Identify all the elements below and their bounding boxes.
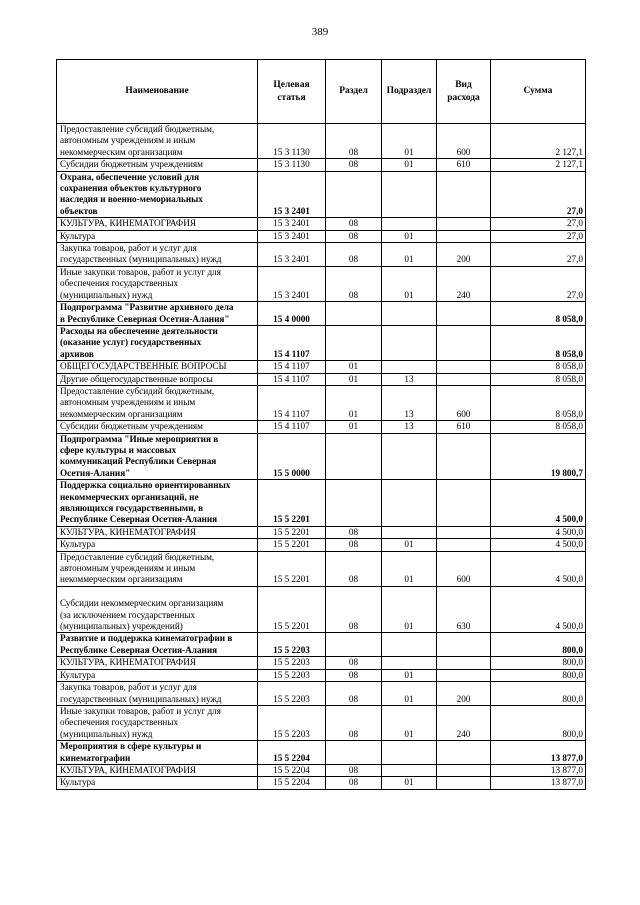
row-name: Закупка товаров, работ и услуг для государственных (муниципальных) нужд (57, 682, 258, 706)
row-section: 08 (326, 124, 382, 159)
row-sum: 800,0 (491, 633, 586, 657)
row-subsection: 01 (382, 669, 437, 681)
row-section (326, 325, 382, 360)
table-row (57, 433, 586, 480)
row-expense-type (437, 171, 491, 218)
row-expense-type: 200 (437, 682, 491, 706)
row-subsection (382, 433, 437, 480)
row-section: 01 (326, 373, 382, 385)
row-expense-type (437, 230, 491, 242)
row-article: 15 5 2204 (258, 764, 326, 776)
row-article: 15 5 2201 (258, 586, 326, 633)
row-subsection: 01 (382, 551, 437, 586)
row-sum: 13 877,0 (491, 764, 586, 776)
row-subsection (382, 171, 437, 218)
row-subsection: 01 (382, 586, 437, 633)
row-sum: 8 058,0 (491, 373, 586, 385)
row-expense-type: 600 (437, 385, 491, 420)
table-row (57, 385, 586, 420)
row-expense-type: 610 (437, 421, 491, 433)
table-row (57, 230, 586, 242)
row-sum: 27,0 (491, 230, 586, 242)
row-sum: 8 058,0 (491, 302, 586, 326)
row-name: КУЛЬТУРА, КИНЕМАТОГРАФИЯ (57, 526, 258, 538)
row-subsection: 01 (382, 230, 437, 242)
row-sum: 13 877,0 (491, 741, 586, 765)
table-row (57, 657, 586, 669)
row-name: КУЛЬТУРА, КИНЕМАТОГРАФИЯ (57, 218, 258, 230)
row-expense-type (437, 539, 491, 551)
row-subsection: 01 (382, 777, 437, 789)
header-name: Наименование (57, 60, 258, 124)
row-article: 15 5 0000 (258, 433, 326, 480)
row-article: 15 4 1107 (258, 421, 326, 433)
table-row (57, 361, 586, 373)
row-article: 15 3 2401 (258, 171, 326, 218)
row-name: Подпрограмма "Развитие архивного дела в Республике Северная Осетия-Алания" (57, 302, 258, 326)
row-article: 15 3 1130 (258, 159, 326, 171)
row-expense-type: 200 (437, 243, 491, 267)
row-section: 08 (326, 705, 382, 740)
table-row (57, 682, 586, 706)
row-subsection (382, 764, 437, 776)
row-article: 15 5 2203 (258, 657, 326, 669)
row-section (326, 633, 382, 657)
row-section: 08 (326, 586, 382, 633)
row-subsection: 01 (382, 682, 437, 706)
row-name: Субсидии бюджетным учреждениям (57, 159, 258, 171)
row-section: 08 (326, 159, 382, 171)
row-sum: 19 800,7 (491, 433, 586, 480)
row-expense-type (437, 325, 491, 360)
row-sum: 2 127,1 (491, 159, 586, 171)
row-name: Иные закупки товаров, работ и услуг для обеспечения государственных (муниципальных) нужд (57, 705, 258, 740)
row-expense-type (437, 657, 491, 669)
row-sum: 800,0 (491, 669, 586, 681)
row-expense-type (437, 526, 491, 538)
row-expense-type: 240 (437, 266, 491, 301)
row-expense-type (437, 433, 491, 480)
row-name: Подпрограмма "Иные мероприятия в сфере культуры и массовых коммуникаций Республики Северная Осетия-Алания" (57, 433, 258, 480)
row-subsection: 01 (382, 243, 437, 267)
row-expense-type (437, 373, 491, 385)
row-article: 15 4 1107 (258, 361, 326, 373)
row-name: Развитие и поддержка кинематографии в Республике Северная Осетия-Алания (57, 633, 258, 657)
row-section: 08 (326, 777, 382, 789)
row-section (326, 480, 382, 527)
row-subsection (382, 633, 437, 657)
row-expense-type (437, 361, 491, 373)
row-expense-type (437, 302, 491, 326)
row-article: 15 3 2401 (258, 218, 326, 230)
row-expense-type: 630 (437, 586, 491, 633)
row-name: Культура (57, 230, 258, 242)
row-subsection: 01 (382, 124, 437, 159)
row-article: 15 5 2203 (258, 705, 326, 740)
row-expense-type (437, 480, 491, 527)
row-section: 01 (326, 385, 382, 420)
row-section (326, 433, 382, 480)
row-article: 15 4 1107 (258, 373, 326, 385)
row-article: 15 3 2401 (258, 230, 326, 242)
row-article: 15 5 2201 (258, 526, 326, 538)
row-sum: 800,0 (491, 705, 586, 740)
table-row (57, 325, 586, 360)
row-name: Субсидии некоммерческим организациям (за исключением государственных (муниципальных) учреждений) (57, 586, 258, 633)
row-sum: 800,0 (491, 657, 586, 669)
table-row (57, 302, 586, 326)
row-article: 15 5 2204 (258, 777, 326, 789)
budget-table (56, 59, 586, 790)
row-section: 08 (326, 218, 382, 230)
header-sum: Сумма (491, 60, 586, 124)
row-section: 01 (326, 361, 382, 373)
table-row (57, 243, 586, 267)
row-section (326, 741, 382, 765)
row-section: 01 (326, 421, 382, 433)
row-article: 15 5 2201 (258, 551, 326, 586)
row-subsection: 01 (382, 266, 437, 301)
table-row (57, 266, 586, 301)
row-name: Предоставление субсидий бюджетным, автономным учреждениям и иным некоммерческим организациям (57, 385, 258, 420)
row-expense-type (437, 741, 491, 765)
row-expense-type: 600 (437, 124, 491, 159)
table-row (57, 764, 586, 776)
row-article: 15 4 1107 (258, 385, 326, 420)
row-name: ОБЩЕГОСУДАРСТВЕННЫЕ ВОПРОСЫ (57, 361, 258, 373)
row-subsection: 01 (382, 159, 437, 171)
row-article: 15 5 2203 (258, 669, 326, 681)
row-sum: 27,0 (491, 218, 586, 230)
row-name: Расходы на обеспечение деятельности (оказание услуг) государственных архивов (57, 325, 258, 360)
table-row (57, 171, 586, 218)
row-subsection (382, 218, 437, 230)
row-section: 08 (326, 243, 382, 267)
row-sum: 27,0 (491, 266, 586, 301)
row-sum: 8 058,0 (491, 325, 586, 360)
row-article: 15 5 2204 (258, 741, 326, 765)
row-name: Закупка товаров, работ и услуг для государственных (муниципальных) нужд (57, 243, 258, 267)
header-subsection: Подраздел (382, 60, 437, 124)
row-section: 08 (326, 539, 382, 551)
table-row (57, 373, 586, 385)
row-subsection: 13 (382, 385, 437, 420)
row-name: Иные закупки товаров, работ и услуг для обеспечения государственных (муниципальных) нужд (57, 266, 258, 301)
row-name: Поддержка социально ориентированных некоммерческих организаций, не являющихся государственными, в Республике Северная Осетия-Алания (57, 480, 258, 527)
table-row (57, 526, 586, 538)
table-row (57, 551, 586, 586)
row-section: 08 (326, 764, 382, 776)
row-name: Предоставление субсидий бюджетным, автономным учреждениям и иным некоммерческим организациям (57, 551, 258, 586)
table-body (57, 124, 586, 790)
row-sum: 4 500,0 (491, 551, 586, 586)
row-subsection (382, 657, 437, 669)
row-subsection (382, 480, 437, 527)
row-expense-type (437, 764, 491, 776)
table-row (57, 159, 586, 171)
row-subsection (382, 361, 437, 373)
row-expense-type: 610 (437, 159, 491, 171)
row-name: Предоставление субсидий бюджетным, автономным учреждениям и иным некоммерческим организациям (57, 124, 258, 159)
table-row (57, 777, 586, 789)
row-expense-type: 240 (437, 705, 491, 740)
row-section: 08 (326, 551, 382, 586)
row-subsection: 13 (382, 421, 437, 433)
row-expense-type (437, 669, 491, 681)
row-sum: 4 500,0 (491, 539, 586, 551)
row-sum: 2 127,1 (491, 124, 586, 159)
row-article: 15 3 2401 (258, 243, 326, 267)
row-sum: 4 500,0 (491, 526, 586, 538)
row-sum: 27,0 (491, 171, 586, 218)
table-row (57, 124, 586, 159)
row-sum: 27,0 (491, 243, 586, 267)
row-sum: 8 058,0 (491, 385, 586, 420)
row-article: 15 5 2203 (258, 633, 326, 657)
row-section: 08 (326, 266, 382, 301)
row-name: КУЛЬТУРА, КИНЕМАТОГРАФИЯ (57, 657, 258, 669)
table-row (57, 586, 586, 633)
row-article: 15 4 1107 (258, 325, 326, 360)
row-section: 08 (326, 669, 382, 681)
table-row (57, 705, 586, 740)
row-name: Культура (57, 777, 258, 789)
row-name: Культура (57, 539, 258, 551)
row-name: КУЛЬТУРА, КИНЕМАТОГРАФИЯ (57, 764, 258, 776)
row-article: 15 5 2203 (258, 682, 326, 706)
row-subsection: 13 (382, 373, 437, 385)
table-row (57, 539, 586, 551)
row-article: 15 4 0000 (258, 302, 326, 326)
row-article: 15 5 2201 (258, 480, 326, 527)
table-row (57, 218, 586, 230)
row-article: 15 3 1130 (258, 124, 326, 159)
row-section (326, 302, 382, 326)
row-expense-type (437, 777, 491, 789)
row-name: Субсидии бюджетным учреждениям (57, 421, 258, 433)
row-expense-type (437, 633, 491, 657)
row-name: Мероприятия в сфере культуры и кинематографии (57, 741, 258, 765)
row-sum: 13 877,0 (491, 777, 586, 789)
table-row (57, 421, 586, 433)
row-section: 08 (326, 657, 382, 669)
row-subsection: 01 (382, 539, 437, 551)
header-expense-type: Вид расхода (437, 60, 491, 124)
row-subsection (382, 741, 437, 765)
row-expense-type: 600 (437, 551, 491, 586)
table-row (57, 741, 586, 765)
row-subsection (382, 526, 437, 538)
table-row (57, 480, 586, 527)
row-subsection: 01 (382, 705, 437, 740)
header-article: Целевая статья (258, 60, 326, 124)
row-sum: 800,0 (491, 682, 586, 706)
row-name: Охрана, обеспечение условий для сохранения объектов культурного наследия и военно-мемориальных объектов (57, 171, 258, 218)
row-subsection (382, 302, 437, 326)
header-section: Раздел (326, 60, 382, 124)
row-name: Другие общегосударственные вопросы (57, 373, 258, 385)
row-section: 08 (326, 682, 382, 706)
row-sum: 4 500,0 (491, 586, 586, 633)
row-sum: 8 058,0 (491, 361, 586, 373)
row-expense-type (437, 218, 491, 230)
row-name: Культура (57, 669, 258, 681)
row-section: 08 (326, 526, 382, 538)
table-row (57, 633, 586, 657)
row-section (326, 171, 382, 218)
row-sum: 4 500,0 (491, 480, 586, 527)
row-subsection (382, 325, 437, 360)
row-section: 08 (326, 230, 382, 242)
row-article: 15 5 2201 (258, 539, 326, 551)
row-sum: 8 058,0 (491, 421, 586, 433)
page-number: 389 (311, 26, 329, 38)
table-header-row (57, 60, 586, 124)
row-article: 15 3 2401 (258, 266, 326, 301)
table-row (57, 669, 586, 681)
